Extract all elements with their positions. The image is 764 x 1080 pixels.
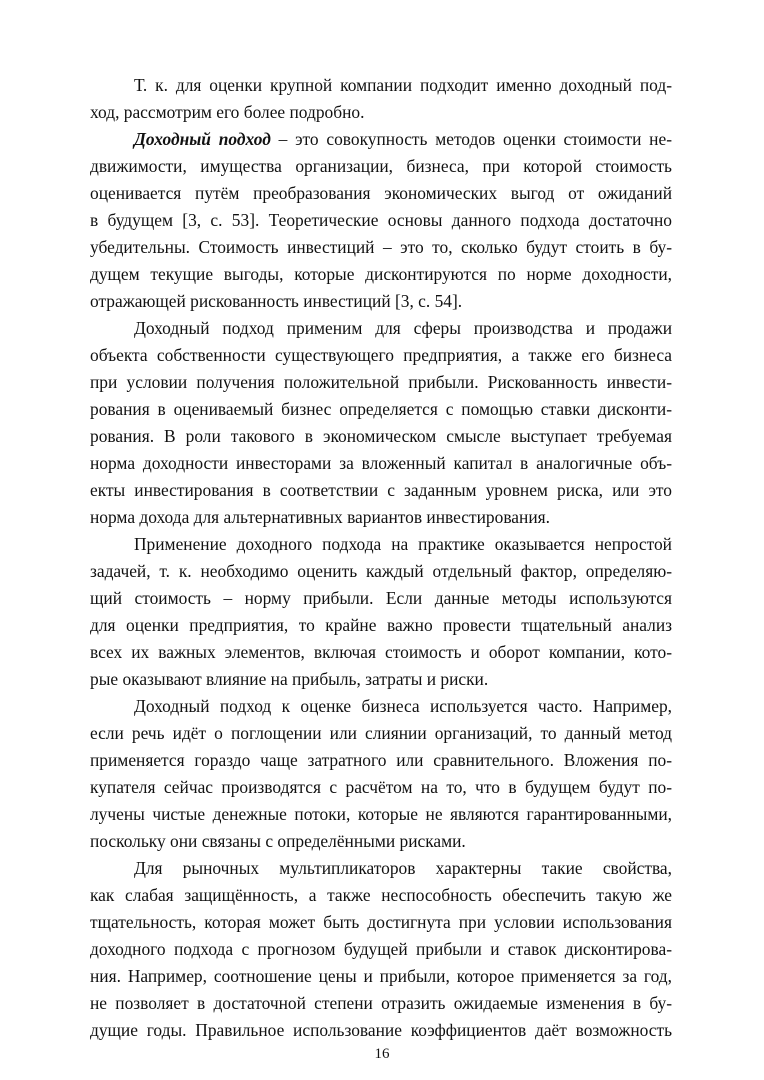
text-line: рые оказывают влияние на прибыль, затраты и риски. bbox=[90, 669, 489, 689]
text-line: Доходный подход применим для сферы производства и продажи bbox=[134, 318, 672, 338]
text-line: поскольку они связаны с определёнными рисками. bbox=[90, 831, 466, 851]
text-line: купателя сейчас производятся с расчётом на то, что в будущем будут по- bbox=[90, 777, 672, 797]
text-line: норма дохода для альтернативных вариантов инвестирования. bbox=[90, 507, 550, 527]
text-line: как слабая защищённость, а также неспособность обеспечить такую же bbox=[90, 885, 672, 905]
text-line: тщательность, которая может быть достигнута при условии использования bbox=[90, 912, 672, 932]
text-line: ход, рассмотрим его более подробно. bbox=[90, 102, 365, 122]
text-line: задачей, т. к. необходимо оценить каждый отдельный фактор, определяю- bbox=[90, 561, 672, 581]
text-line: Для рыночных мультипликаторов характерны такие свойства, bbox=[134, 858, 672, 878]
text-line: не позволяет в достаточной степени отразить ожидаемые изменения в бу- bbox=[90, 993, 672, 1013]
text-line: доходного подхода с прогнозом будущей прибыли и ставок дисконтирова- bbox=[90, 939, 672, 959]
text-line: лучены чистые денежные потоки, которые не являются гарантированными, bbox=[90, 804, 672, 824]
text-line: екты инвестирования в соответствии с заданным уровнем риска, или это bbox=[90, 480, 672, 500]
text-fragment: – это совокупность методов оценки стоимости не- bbox=[270, 129, 672, 149]
text-line: для оценки предприятия, то крайне важно провести тщательный анализ bbox=[90, 615, 672, 635]
text-line: ния. Например, соотношение цены и прибыли, которое применяется за год, bbox=[90, 966, 672, 986]
text-line: движимости, имущества организации, бизнеса, при которой стоимость bbox=[90, 156, 672, 176]
text-line: оценивается путём преобразования экономических выгод от ожиданий bbox=[90, 183, 672, 203]
text-line: в будущем [3, с. 53]. Теоретические основы данного подхода достаточно bbox=[90, 210, 672, 230]
text-line: всех их важных элементов, включая стоимость и оборот компании, кото- bbox=[90, 642, 672, 662]
text-line: рования в оцениваемый бизнес определяется с помощью ставки дисконти- bbox=[90, 399, 672, 419]
text-line: если речь идёт о поглощении или слиянии организаций, то данный метод bbox=[90, 723, 672, 743]
text-line: Применение доходного подхода на практике оказывается непростой bbox=[134, 534, 672, 554]
text-line: Доходный подход к оценке бизнеса используется часто. Например, bbox=[134, 696, 672, 716]
text-line bbox=[134, 126, 672, 153]
text-line: применяется гораздо чаще затратного или сравнительного. Вложения по- bbox=[90, 750, 672, 770]
term-highlight: Доходный подход bbox=[134, 129, 271, 149]
text-line: щий стоимость – норму прибыли. Если данные методы используются bbox=[90, 588, 672, 608]
page-number: 16 bbox=[374, 1046, 390, 1062]
text-line: Т. к. для оценки крупной компании подходит именно доходный под- bbox=[134, 75, 672, 95]
text-line: норма доходности инвесторами за вложенный капитал в аналогичные объ- bbox=[90, 453, 672, 473]
text-line: объекта собственности существующего предприятия, а также его бизнеса bbox=[90, 345, 672, 365]
text-line: дущие годы. Правильное использование коэффициентов даёт возможность bbox=[90, 1020, 672, 1040]
text-line: при условии получения положительной прибыли. Рискованность инвести- bbox=[90, 372, 672, 392]
text-line: дущем текущие выгоды, которые дисконтируются по норме доходности, bbox=[90, 264, 672, 284]
text-line: отражающей рискованность инвестиций [3, с. 54]. bbox=[90, 291, 463, 311]
text-line: убедительны. Стоимость инвестиций – это то, сколько будут стоить в бу- bbox=[90, 237, 672, 257]
text-line: рования. В роли такового в экономическом смысле выступает требуемая bbox=[90, 426, 672, 446]
